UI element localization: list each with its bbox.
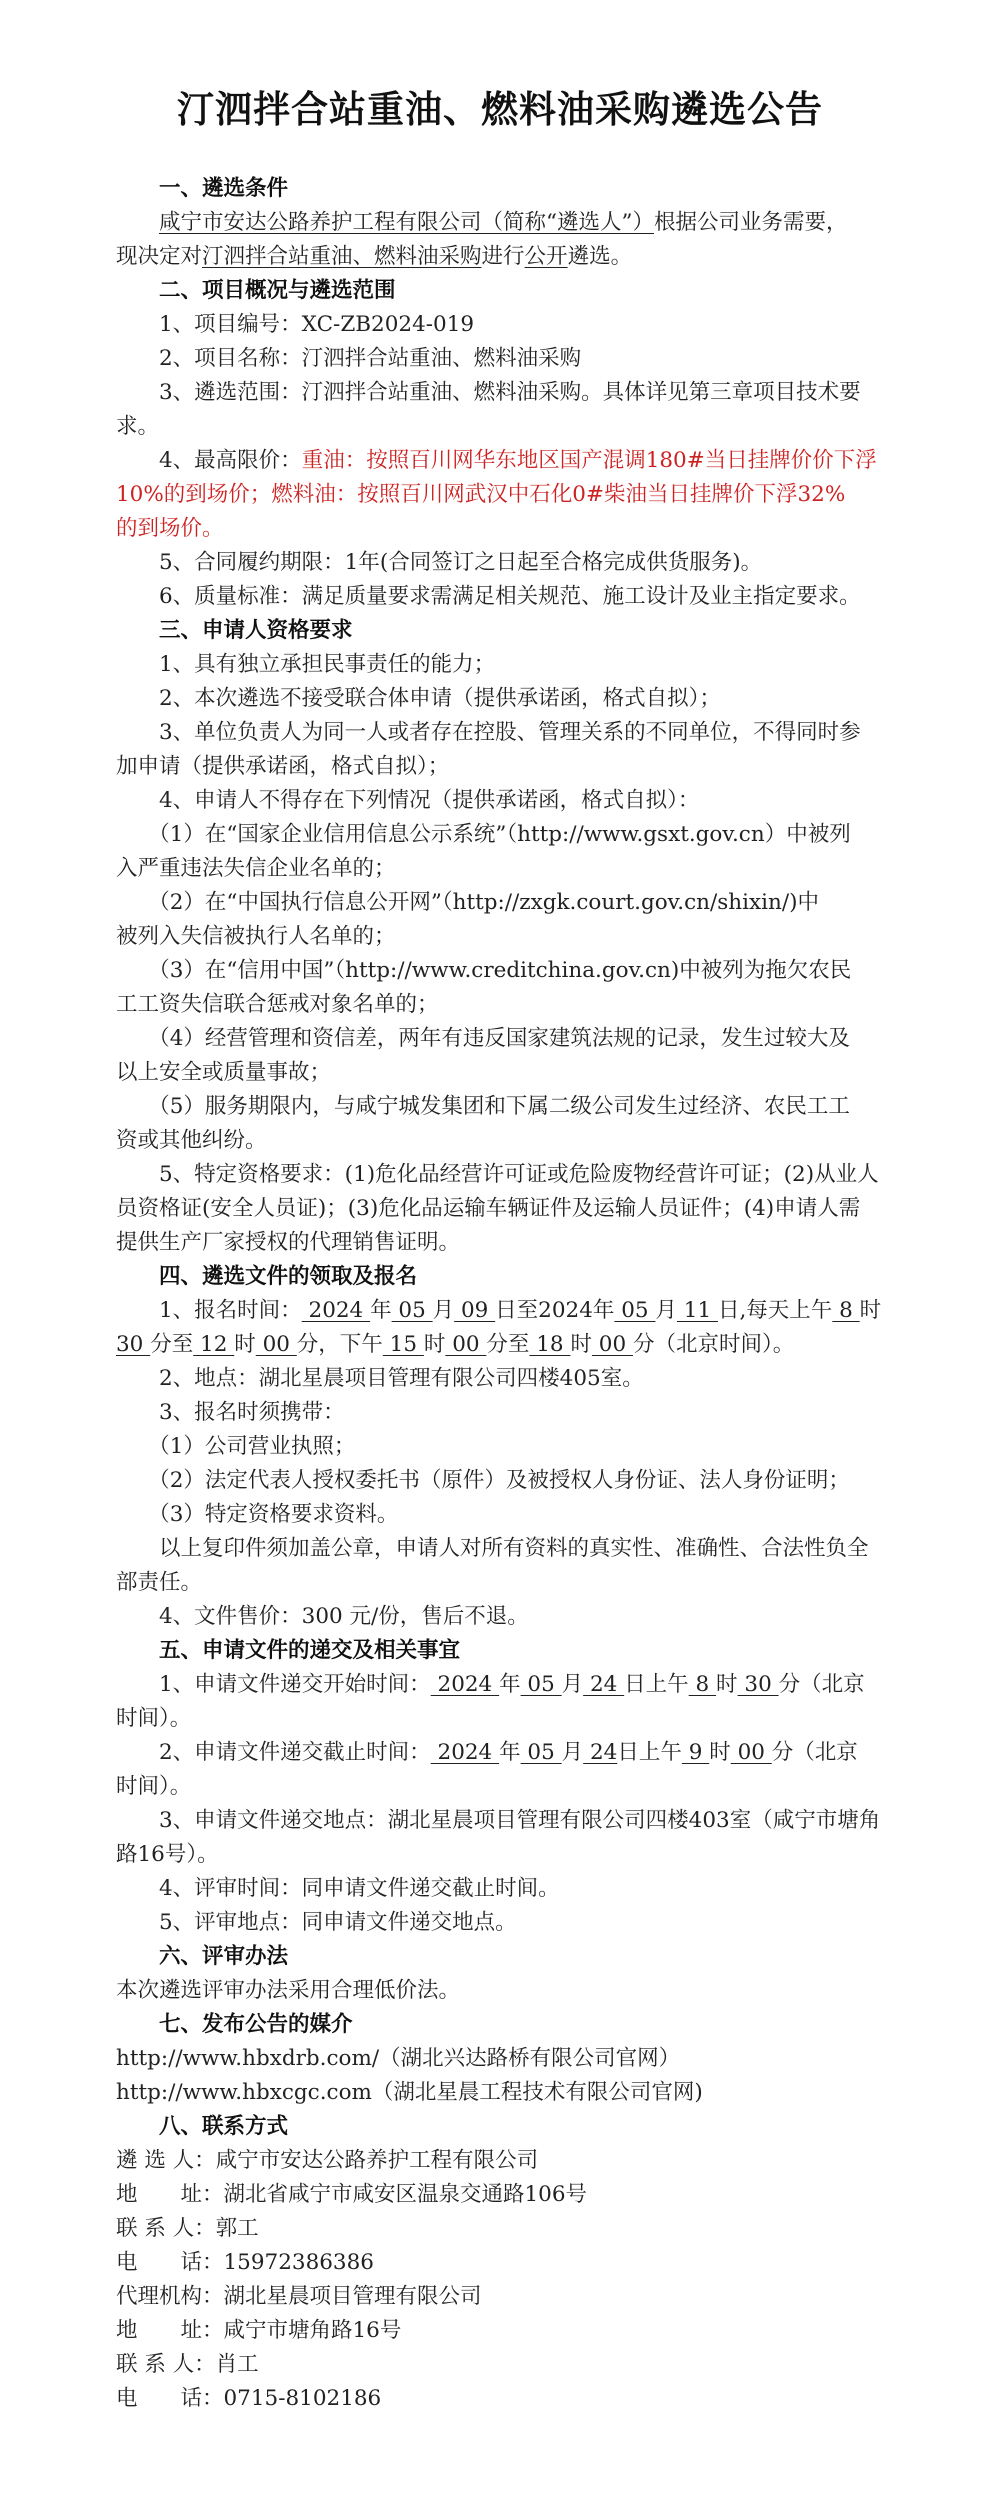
text-line — [116, 988, 884, 1022]
document-title: 汀泗拌合站重油、燃料油采购遴选公告 — [177, 88, 823, 131]
text-segment: 4、评审时间：同申请文件递交截止时间。 — [159, 1876, 560, 1902]
text-line — [116, 342, 884, 376]
underlined-text: 24 — [583, 1672, 625, 1698]
text-line — [116, 2382, 884, 2416]
text-segment: 月 — [432, 1298, 455, 1324]
text-line — [116, 1022, 884, 1056]
underlined-text: 09 — [454, 1298, 496, 1324]
text-segment: 联 系 人：肖工 — [116, 2352, 259, 2378]
text-line — [116, 1192, 884, 1226]
text-line — [116, 1294, 884, 1328]
underlined-text: 汀泗拌合站重油、燃料油采购 — [202, 244, 482, 270]
underlined-text: 05 — [391, 1298, 433, 1324]
text-line — [116, 1974, 884, 2008]
text-segment: 分至 — [486, 1332, 530, 1358]
text-segment: 2、本次遴选不接受联合体申请（提供承诺函，格式自拟）； — [159, 686, 721, 712]
text-segment: 时间）。 — [116, 1774, 192, 1800]
text-line — [116, 2178, 884, 2212]
text-segment: 代理机构：湖北星晨项目管理有限公司 — [116, 2284, 482, 2310]
text-segment: （3）特定资格要求资料。 — [148, 1502, 399, 1528]
text-line — [116, 2280, 884, 2314]
underlined-text: 30 — [737, 1672, 779, 1698]
text-segment: 二、项目概况与遴选范围 — [159, 278, 396, 304]
text-segment: 2、申请文件递交截止时间： — [159, 1740, 431, 1766]
text-line — [116, 1872, 884, 1906]
text-segment: 3、单位负责人为同一人或者存在控股、管理关系的不同单位，不得同时参 — [159, 720, 861, 746]
text-line — [116, 1770, 884, 1804]
section-heading — [116, 2110, 884, 2144]
text-segment: 以上复印件须加盖公章，申请人对所有资料的真实性、准确性、合法性负全 — [159, 1536, 869, 1562]
text-segment: 时 — [570, 1332, 592, 1358]
text-segment: 分（北京时间）。 — [632, 1332, 795, 1358]
text-segment: 4、文件售价：300 元/份，售后不退。 — [159, 1604, 529, 1630]
text-line — [116, 580, 884, 614]
text-segment: 部责任。 — [116, 1570, 203, 1596]
text-segment: 加申请（提供承诺函，格式自拟）； — [116, 754, 450, 780]
text-line — [116, 444, 884, 478]
text-segment: 2、地点：湖北星晨项目管理有限公司四楼405室。 — [159, 1366, 644, 1392]
text-segment: 4、申请人不得存在下列情况（提供承诺函，格式自拟）： — [159, 788, 700, 814]
red-highlight-text: 10%的到场价；燃料油：按照百川网武汉中石化0#柴油当日挂牌价下浮32% — [116, 482, 846, 508]
text-segment: 时 — [709, 1740, 731, 1766]
text-segment: 六、评审办法 — [159, 1944, 289, 1970]
text-segment: 路16号）。 — [116, 1842, 219, 1868]
text-segment: http://www.hbxcgc.com（湖北星晨工程技术有限公司官网) — [116, 2080, 703, 2106]
text-line — [116, 1702, 884, 1736]
text-line — [116, 1566, 884, 1600]
text-segment: 日至2024年 — [495, 1298, 615, 1324]
text-line — [116, 2144, 884, 2178]
text-line — [116, 240, 884, 274]
text-line — [116, 376, 884, 410]
text-segment: 3、遴选范围：汀泗拌合站重油、燃料油采购。具体详见第三章项目技术要 — [159, 380, 861, 406]
text-line — [116, 852, 884, 886]
text-segment: 月 — [655, 1298, 677, 1324]
text-segment: （5）服务期限内，与咸宁城发集团和下属二级公司发生过经济、农民工工 — [148, 1094, 850, 1120]
section-heading — [116, 1260, 884, 1294]
text-segment: 3、报名时须携带： — [159, 1400, 345, 1426]
text-line — [116, 1600, 884, 1634]
text-segment: 5、合同履约期限：1年(合同签订之日起至合格完成供货服务)。 — [159, 550, 763, 576]
text-line — [116, 1498, 884, 1532]
text-segment: 电 话：0715-8102186 — [116, 2386, 382, 2412]
text-line — [116, 1906, 884, 1940]
text-segment: 分至 — [150, 1332, 194, 1358]
text-line — [116, 716, 884, 750]
red-highlight-text: 重油：按照百川网华东地区国产混调180#当日挂牌价价下浮 — [301, 448, 877, 474]
text-line — [116, 2076, 884, 2110]
section-heading — [116, 172, 884, 206]
text-segment: 以上安全或质量事故； — [116, 1060, 332, 1086]
text-segment: 五、申请文件的递交及相关事宜 — [159, 1638, 461, 1664]
text-line — [116, 682, 884, 716]
text-line — [116, 1804, 884, 1838]
text-line — [116, 478, 884, 512]
underlined-text: 2024 — [430, 1672, 500, 1698]
text-line — [116, 1056, 884, 1090]
text-line — [116, 410, 884, 444]
text-line — [116, 1090, 884, 1124]
text-segment: 2、项目名称：汀泗拌合站重油、燃料油采购 — [159, 346, 582, 372]
text-segment: 1、具有独立承担民事责任的能力； — [159, 652, 496, 678]
underlined-text: 公开 — [524, 244, 568, 270]
section-heading — [116, 1940, 884, 1974]
section-heading — [116, 2008, 884, 2042]
text-segment: （3）在“信用中国”（http://www.creditchina.gov.cn)中被列为拖欠农民 — [148, 958, 852, 984]
text-segment: 3、申请文件递交地点：湖北星晨项目管理有限公司四楼403室（咸宁市塘角 — [159, 1808, 881, 1834]
text-segment: （4）经营管理和资信差，两年有违反国家建筑法规的记录，发生过较大及 — [148, 1026, 850, 1052]
text-segment: 年 — [499, 1740, 521, 1766]
underlined-text: 00 — [445, 1332, 487, 1358]
text-line — [116, 1226, 884, 1260]
text-segment: 时 — [859, 1298, 882, 1324]
underlined-text: 2024 — [301, 1298, 371, 1324]
section-heading — [116, 614, 884, 648]
text-segment: 1、项目编号：XC-ZB2024-019 — [159, 312, 475, 338]
text-segment: 5、特定资格要求：(1)危化品经营许可证或危险废物经营许可证；(2)从业人 — [159, 1162, 879, 1188]
text-segment: （1）公司营业执照； — [148, 1434, 356, 1460]
text-line — [116, 2314, 884, 2348]
text-segment: （1）在“国家企业信用信息公示系统”（http://www.gsxt.gov.cn）中被列 — [148, 822, 851, 848]
text-line — [116, 2246, 884, 2280]
text-line — [116, 206, 884, 240]
text-segment: http://www.hbxdrb.com/（湖北兴达路桥有限公司官网） — [116, 2046, 681, 2072]
underlined-text: 9 — [681, 1740, 710, 1766]
text-segment: 现决定对 — [116, 244, 203, 270]
text-line — [116, 1158, 884, 1192]
text-segment: 4、最高限价： — [159, 448, 302, 474]
text-line — [116, 546, 884, 580]
text-line — [116, 954, 884, 988]
underlined-text: 05 — [520, 1672, 562, 1698]
text-line — [116, 1328, 884, 1362]
text-segment: 5、评审地点：同申请文件递交地点。 — [159, 1910, 517, 1936]
text-line — [116, 308, 884, 342]
underlined-text: 05 — [520, 1740, 562, 1766]
text-line — [116, 784, 884, 818]
text-segment: 资或其他纠纷。 — [116, 1128, 267, 1154]
underlined-text: 00 — [591, 1332, 633, 1358]
underlined-text: 18 — [529, 1332, 571, 1358]
text-line — [116, 2212, 884, 2246]
text-segment: 日上午 — [617, 1740, 682, 1766]
underlined-text: 咸宁市安达公路养护工程有限公司（简称“遴选人”） — [159, 210, 654, 236]
text-segment: 电 话：15972386386 — [116, 2250, 374, 2276]
text-segment: 联 系 人：郭工 — [116, 2216, 259, 2242]
text-segment: （2）法定代表人授权委托书（原件）及被授权人身份证、法人身份证明； — [148, 1468, 850, 1494]
text-line — [116, 1668, 884, 1702]
text-line — [116, 818, 884, 852]
section-heading — [116, 1634, 884, 1668]
underlined-text: 12 — [193, 1332, 235, 1358]
text-segment: 分（北京 — [771, 1740, 858, 1766]
text-segment: 遴选。 — [567, 244, 633, 270]
text-segment: 日,每天上午 — [717, 1298, 833, 1324]
text-segment: 分，下午 — [296, 1332, 383, 1358]
text-segment: 根据公司业务需要， — [654, 210, 848, 236]
text-segment: 时间）。 — [116, 1706, 192, 1732]
text-segment: 地 址：咸宁市塘角路16号 — [116, 2318, 402, 2344]
text-segment: 员资格证(安全人员证)；(3)危化品运输车辆证件及运输人员证件；(4)申请人需 — [116, 1196, 861, 1222]
underlined-text: 8 — [832, 1298, 860, 1324]
red-highlight-text: 的到场价。 — [116, 516, 224, 542]
text-segment: 年 — [370, 1298, 392, 1324]
text-segment: 八、联系方式 — [159, 2114, 289, 2140]
text-segment: 6、质量标准：满足质量要求需满足相关规范、施工设计及业主指定要求。 — [159, 584, 861, 610]
underlined-text: 30 — [116, 1332, 151, 1358]
text-segment: （2）在“中国执行信息公开网”（http://zxgk.court.gov.cn/shixin/)中 — [148, 890, 819, 916]
text-line — [116, 886, 884, 920]
text-segment: 1、报名时间： — [159, 1298, 302, 1324]
text-line — [116, 1430, 884, 1464]
text-segment: 年 — [499, 1672, 521, 1698]
text-line — [116, 750, 884, 784]
text-segment: 遴 选 人：咸宁市安达公路养护工程有限公司 — [116, 2148, 539, 2174]
text-segment: 地 址：湖北省咸宁市咸安区温泉交通路106号 — [116, 2182, 588, 2208]
text-segment: 进行 — [481, 244, 525, 270]
text-line — [116, 1362, 884, 1396]
text-segment: 时 — [423, 1332, 446, 1358]
underlined-text: 11 — [676, 1298, 718, 1324]
text-segment: 本次遴选评审办法采用合理低价法。 — [116, 1978, 461, 2004]
document-body — [0, 172, 1000, 2416]
text-line — [116, 1124, 884, 1158]
text-segment: 被列入失信被执行人名单的； — [116, 924, 396, 950]
text-segment: 时 — [716, 1672, 738, 1698]
text-segment: 分（北京 — [778, 1672, 865, 1698]
text-line — [116, 1396, 884, 1430]
text-segment: 提供生产厂家授权的代理销售证明。 — [116, 1230, 461, 1256]
text-segment: 四、遴选文件的领取及报名 — [159, 1264, 418, 1290]
underlined-text: 15 — [382, 1332, 424, 1358]
text-line — [116, 648, 884, 682]
underlined-text: 05 — [614, 1298, 656, 1324]
underlined-text: 8 — [688, 1672, 717, 1698]
text-segment: 时 — [234, 1332, 256, 1358]
text-line — [116, 512, 884, 546]
text-line — [116, 1532, 884, 1566]
text-segment: 月 — [561, 1672, 584, 1698]
text-segment: 一、遴选条件 — [159, 176, 289, 202]
text-segment: 七、发布公告的媒介 — [159, 2012, 353, 2038]
text-line — [116, 920, 884, 954]
text-line — [116, 1838, 884, 1872]
text-line — [116, 1736, 884, 1770]
text-segment: 工工资失信联合惩戒对象名单的； — [116, 992, 439, 1018]
text-segment: 入严重违法失信企业名单的； — [116, 856, 396, 882]
text-segment: 1、申请文件递交开始时间： — [159, 1672, 431, 1698]
underlined-text: 00 — [730, 1740, 772, 1766]
underlined-text: 00 — [255, 1332, 297, 1358]
text-segment: 日上午 — [624, 1672, 689, 1698]
text-line — [116, 2348, 884, 2382]
underlined-text: 2024 — [430, 1740, 500, 1766]
text-segment: 求。 — [116, 414, 160, 440]
text-line — [116, 1464, 884, 1498]
text-segment: 三、申请人资格要求 — [159, 618, 353, 644]
underlined-text: 24 — [583, 1740, 618, 1766]
section-heading — [116, 274, 884, 308]
text-line — [116, 2042, 884, 2076]
text-segment: 月 — [561, 1740, 584, 1766]
